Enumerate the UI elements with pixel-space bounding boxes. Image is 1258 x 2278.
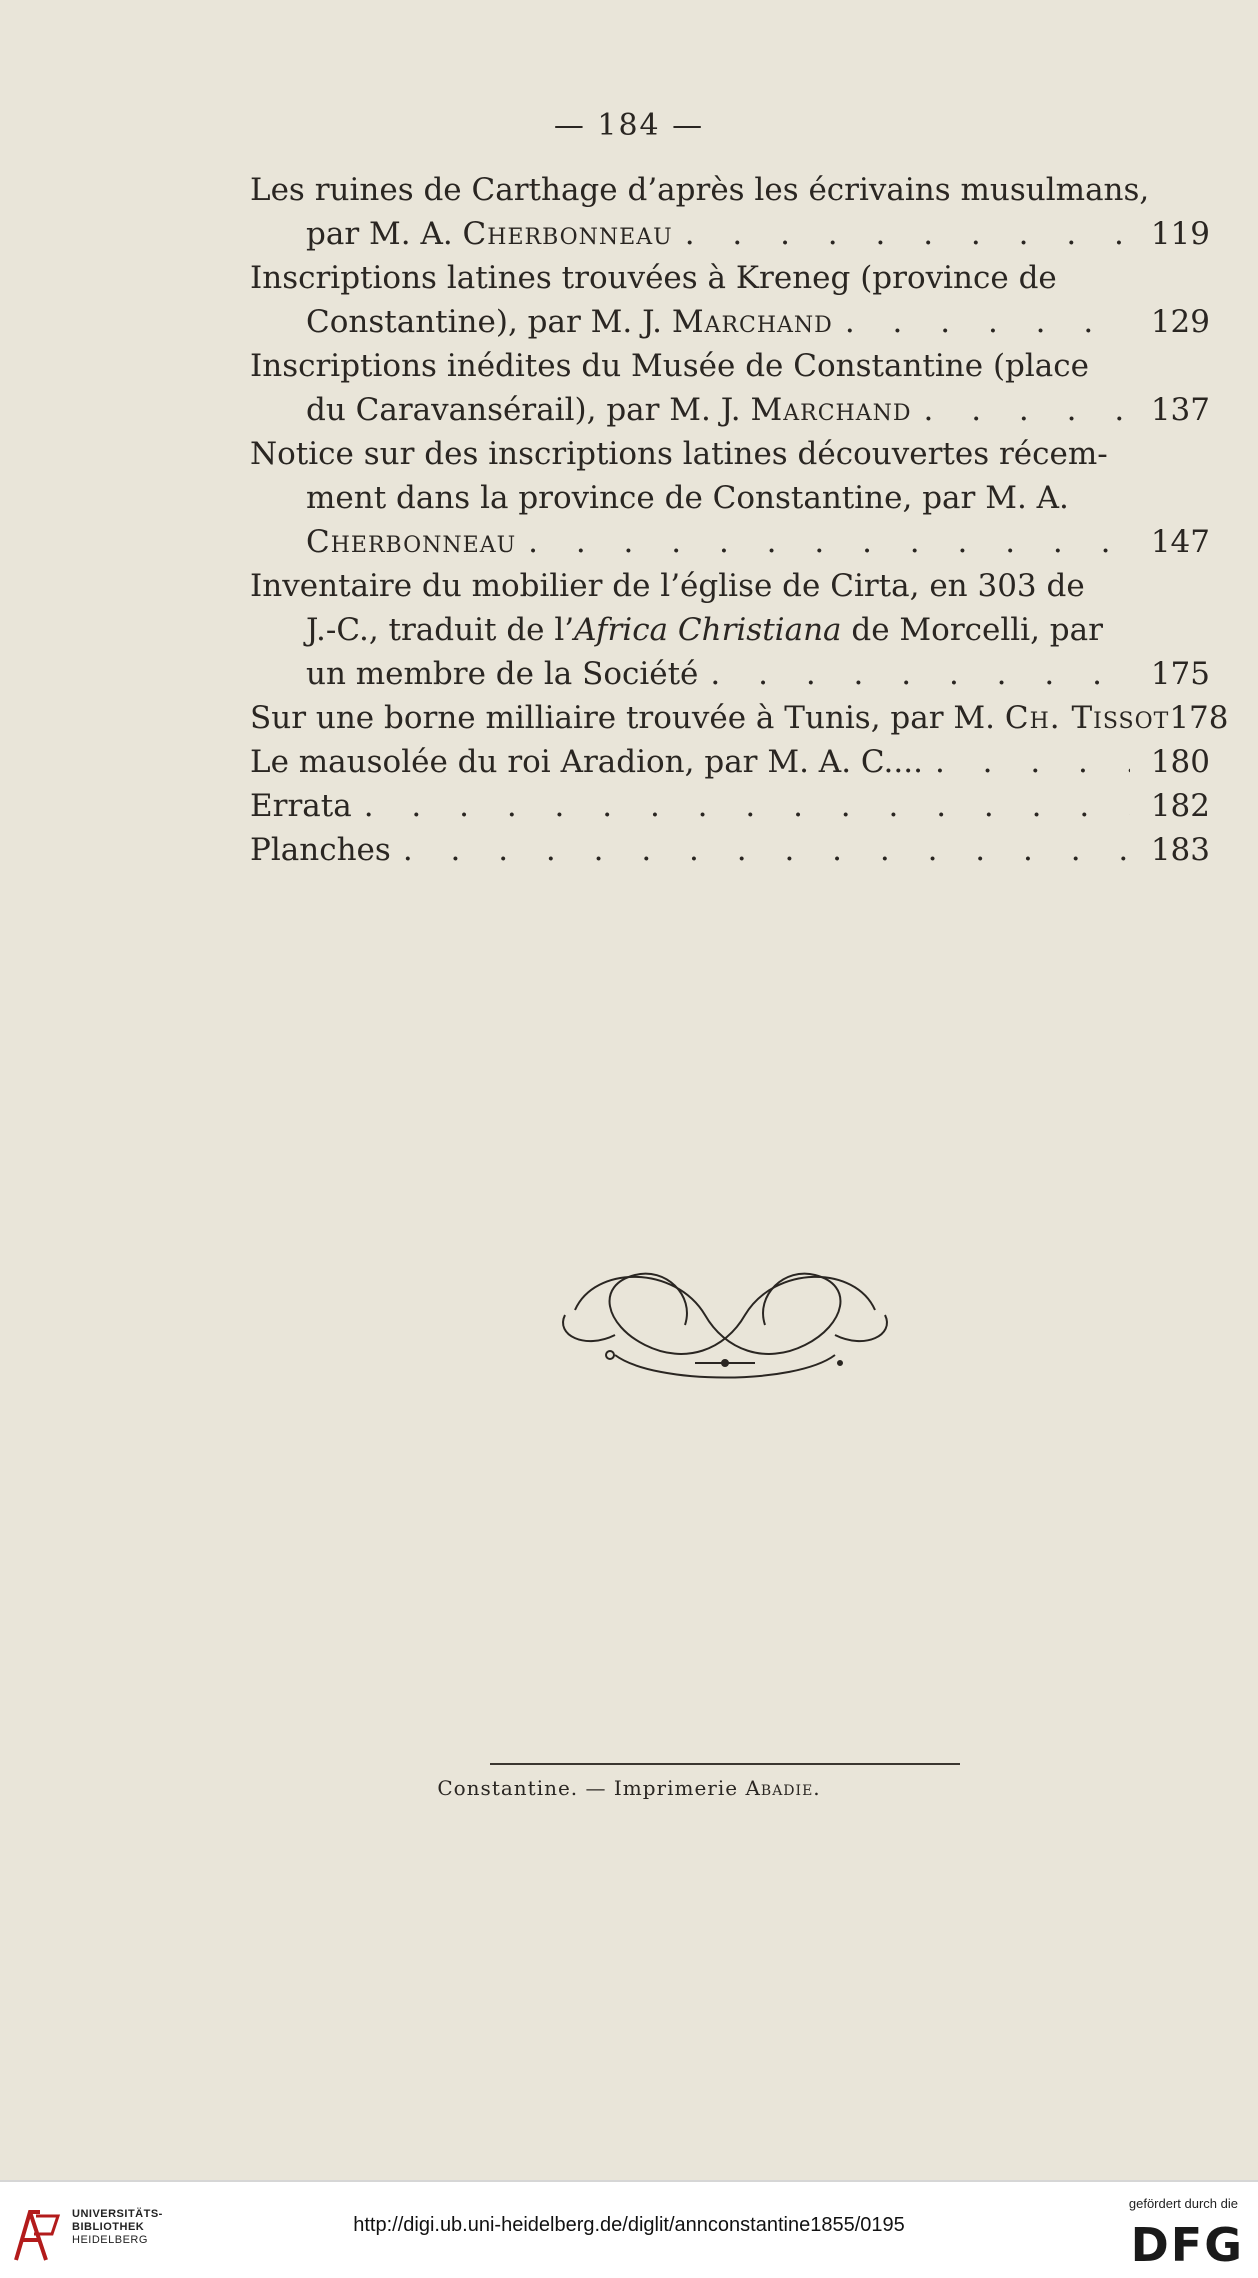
- toc-entry-text: Planches: [250, 832, 391, 868]
- toc-entry-page: 147: [1150, 524, 1210, 560]
- toc-entry-line: Inscriptions latines trouvées à Kreneg (province de: [250, 260, 1057, 296]
- toc-entry: [250, 564, 1210, 696]
- toc-entry-page: 175: [1150, 656, 1210, 692]
- toc-entry-line: Inventaire du mobilier de l’église de Cirta, en 303 de: [250, 568, 1085, 604]
- toc-entry-line: Inscriptions inédites du Musée de Constantine (place: [250, 348, 1089, 384]
- dot-leader: [833, 300, 1130, 344]
- toc-entry-page: 119: [1150, 216, 1210, 252]
- toc-entry-author: Cherbonneau: [462, 216, 673, 252]
- toc-entry-text: du Caravansérail), par M. J.: [306, 392, 751, 428]
- dot-leader: [391, 828, 1130, 872]
- toc-entry: [250, 828, 1210, 872]
- toc-entry: [250, 784, 1210, 828]
- toc-entry-author: Cherbonneau: [306, 524, 517, 560]
- toc-entry-page: 137: [1150, 392, 1210, 428]
- toc-entry-page: 182: [1150, 788, 1210, 824]
- permalink-url[interactable]: http://digi.ub.uni-heidelberg.de/diglit/annconstantine1855/0195: [353, 2214, 905, 2236]
- toc-entry-author: Marchand: [671, 304, 833, 340]
- library-name: UNIVERSITÄTS- BIBLIOTHEK HEIDELBERG: [72, 2208, 163, 2246]
- horizontal-rule: [490, 1763, 960, 1765]
- toc-entry: [250, 256, 1210, 344]
- toc-entry-page: 129: [1150, 304, 1210, 340]
- table-of-contents: [250, 168, 1229, 872]
- toc-entry: [250, 696, 1229, 740]
- toc-entry-line: Les ruines de Carthage d’après les écrivains musulmans,: [250, 172, 1150, 208]
- dfg-logo: DFG: [1130, 2218, 1244, 2272]
- toc-entry-line: ment dans la province de Constantine, par M. A.: [306, 480, 1069, 516]
- viewer-footer: [0, 2180, 1258, 2278]
- toc-entry-page: 178: [1169, 700, 1229, 736]
- toc-entry: [250, 344, 1210, 432]
- dot-leader: [912, 388, 1131, 432]
- toc-entry: [250, 168, 1210, 256]
- toc-entry-text: par M. A.: [306, 216, 463, 252]
- toc-entry-page: 180: [1150, 744, 1210, 780]
- toc-entry-text: Sur une borne milliaire trouvée à Tunis, par M.: [250, 700, 1005, 736]
- toc-entry-text: un membre de la Société: [306, 656, 699, 692]
- decorative-flourish-icon: [555, 1255, 895, 1395]
- dot-leader: [516, 520, 1130, 564]
- imprint: Constantine. — Imprimerie Abadie.: [437, 1776, 821, 1800]
- toc-entry-text: Errata: [250, 788, 352, 824]
- toc-entry: [250, 432, 1210, 564]
- toc-entry-page: 183: [1150, 832, 1210, 868]
- toc-entry-author: Ch. Tissot: [1004, 700, 1170, 736]
- dot-leader: [923, 740, 1130, 784]
- toc-entry-line: J.-C., traduit de l’Africa Christiana de Morcelli, par: [306, 612, 1103, 648]
- toc-entry-author: Marchand: [750, 392, 912, 428]
- toc-entry-line: Notice sur des inscriptions latines découvertes récem-: [250, 436, 1108, 472]
- dot-leader: [698, 652, 1130, 696]
- dot-leader: [673, 212, 1130, 256]
- toc-entry: [250, 740, 1210, 784]
- dot-leader: [352, 784, 1130, 828]
- toc-entry-text: Constantine), par M. J.: [306, 304, 672, 340]
- work-title: Africa Christiana: [574, 612, 842, 648]
- page-number: — 184 —: [553, 108, 705, 143]
- toc-entry-text: Le mausolée du roi Aradion, par M. A. C....: [250, 744, 923, 780]
- funding-caption: gefördert durch die: [1128, 2196, 1238, 2211]
